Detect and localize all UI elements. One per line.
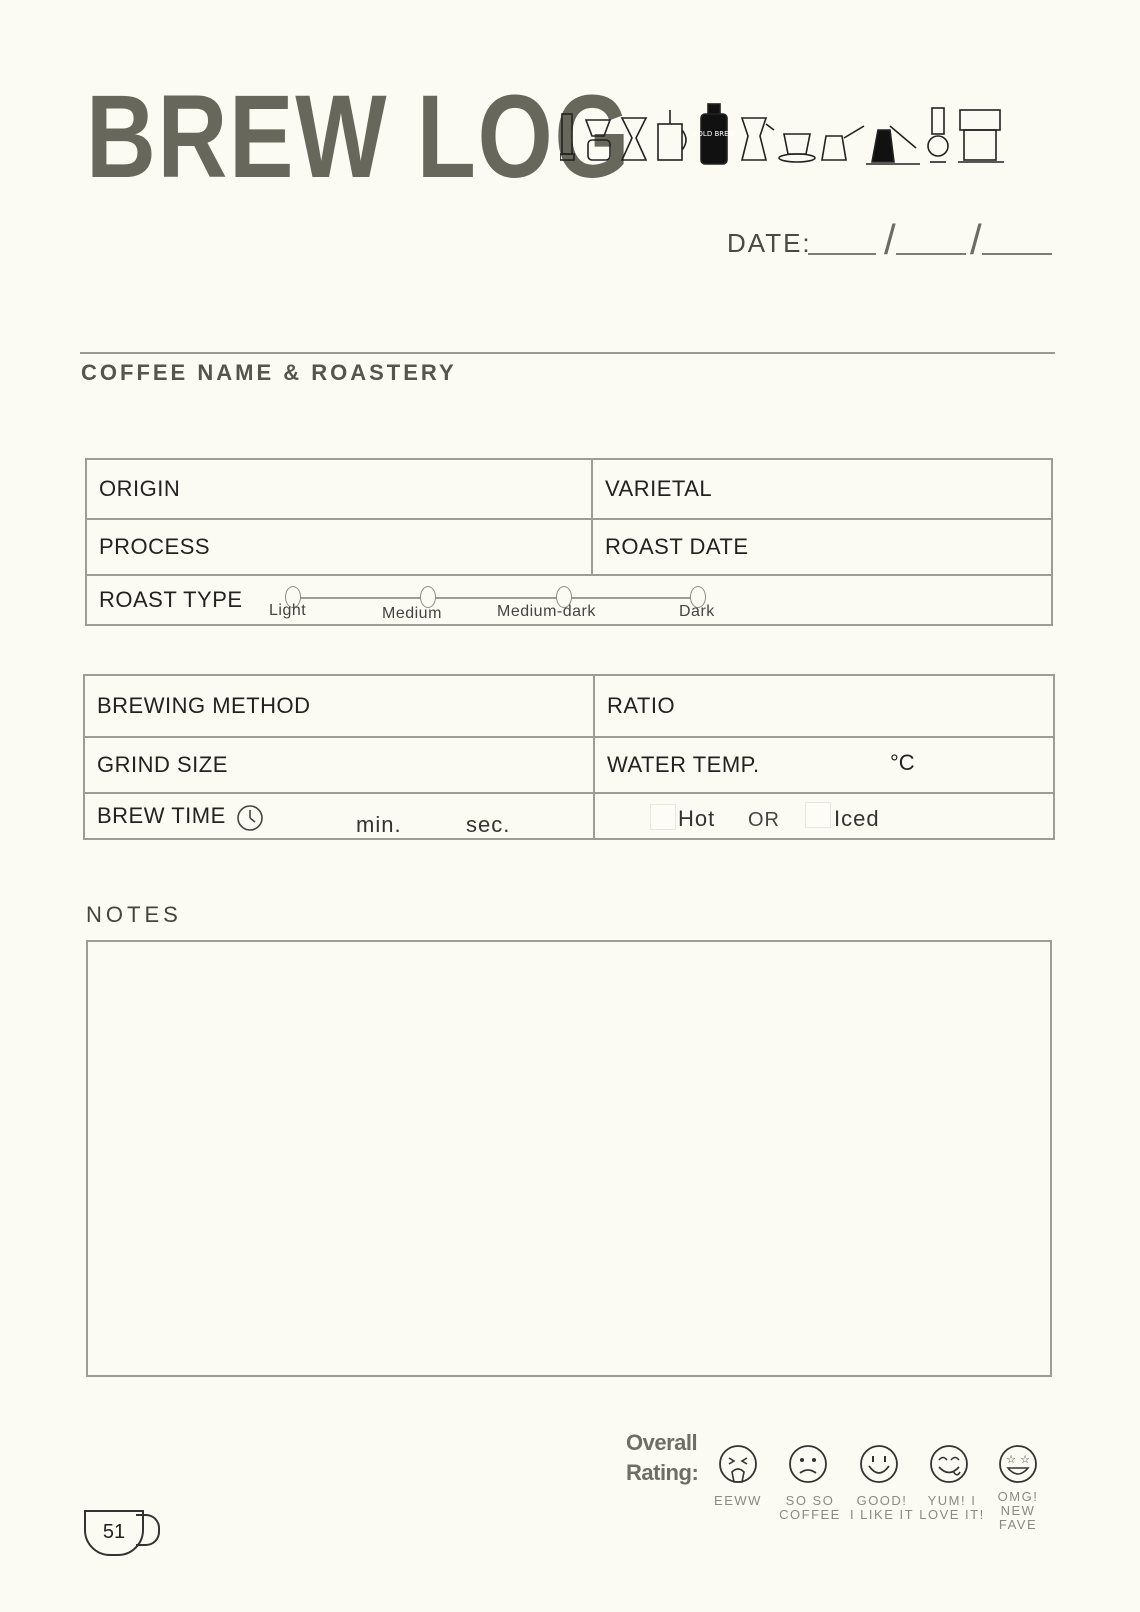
hot-label: Hot	[678, 806, 716, 831]
rating-label-line: OMG!	[997, 1489, 1039, 1504]
rating-label-line: SO SO	[785, 1493, 835, 1508]
smile-face-icon[interactable]	[857, 1442, 901, 1486]
rating-label-line: I LIKE IT	[849, 1507, 915, 1522]
grind-size-field[interactable]	[84, 737, 594, 793]
minutes-label: min.	[356, 812, 402, 837]
roast-scale-track	[296, 597, 696, 599]
roast-date-field[interactable]	[592, 519, 1052, 575]
brewing-method-label: BREWING METHOD	[97, 693, 311, 718]
roast-level-label: Medium	[382, 605, 442, 622]
varietal-label: VARIETAL	[605, 476, 713, 501]
iced-checkbox[interactable]	[805, 802, 831, 828]
overall-rating-line2: Rating:	[626, 1460, 699, 1485]
roast-date-label: ROAST DATE	[605, 534, 749, 559]
origin-label: ORIGIN	[99, 476, 181, 501]
rating-label-line: COFFEE	[779, 1507, 841, 1522]
frown-face-icon[interactable]	[786, 1442, 830, 1486]
disgusted-face-icon[interactable]	[716, 1442, 760, 1486]
date-day-line[interactable]	[808, 253, 876, 255]
cezve-icon	[822, 126, 864, 160]
brew-time-field[interactable]	[84, 793, 594, 839]
notes-label: NOTES	[86, 902, 182, 927]
espresso-machine-icon	[958, 110, 1004, 162]
cup-handle-icon	[136, 1514, 160, 1546]
varietal-field[interactable]	[592, 459, 1052, 519]
date-separator: /	[970, 216, 982, 263]
grind-size-label: GRIND SIZE	[97, 752, 228, 777]
svg-text:☆: ☆	[1006, 1453, 1016, 1466]
rating-label-line: NEW	[1000, 1503, 1036, 1518]
date-label: DATE:	[727, 228, 812, 258]
temp-unit: °C	[890, 750, 915, 775]
page-title: BREW LOG	[86, 71, 632, 203]
roast-level-label: Medium-dark	[497, 603, 596, 620]
hot-checkbox[interactable]	[650, 804, 676, 830]
french-press-icon	[658, 110, 686, 160]
star-eyes-face-icon[interactable]	[996, 1442, 1040, 1486]
overall-rating-label	[626, 1428, 698, 1488]
process-label: PROCESS	[99, 534, 211, 559]
ratio-label: RATIO	[607, 693, 676, 718]
aeropress-icon	[560, 114, 574, 160]
coffee-name-label: COFFEE NAME & ROASTERY	[81, 360, 457, 385]
rating-label	[776, 1494, 844, 1522]
cup-saucer-icon	[779, 134, 815, 162]
roast-level-label: Light	[269, 602, 307, 619]
water-temp-field[interactable]	[594, 737, 1054, 793]
roast-level-label: Dark	[679, 603, 715, 620]
rating-label	[986, 1490, 1050, 1532]
chemex-icon	[622, 118, 646, 160]
pour-over-icon	[586, 120, 610, 160]
date-separator: /	[884, 216, 896, 263]
or-label: OR	[748, 809, 780, 831]
date-month-line[interactable]	[896, 253, 966, 255]
notes-area[interactable]	[86, 940, 1052, 1377]
brewing-method-field[interactable]	[84, 675, 594, 737]
siphon-icon	[928, 108, 948, 162]
water-temp-label: WATER TEMP.	[607, 752, 760, 777]
cold-brew-bottle-icon	[693, 104, 736, 164]
process-field[interactable]	[86, 519, 592, 575]
cold-brew-text: COLD BREW	[692, 130, 736, 138]
brew-time-label: BREW TIME	[97, 803, 226, 828]
rating-label	[916, 1494, 988, 1522]
rating-label-line: FAVE	[998, 1517, 1038, 1532]
yum-face-icon[interactable]	[927, 1442, 971, 1486]
date-year-line[interactable]	[982, 253, 1052, 255]
brew-equipment-icons	[560, 100, 1030, 172]
overall-rating-line1: Overall	[626, 1430, 698, 1455]
moka-pot-icon	[742, 118, 774, 160]
svg-text:☆: ☆	[1020, 1453, 1030, 1466]
page-number: 51	[84, 1510, 144, 1556]
roast-type-label: ROAST TYPE	[99, 587, 243, 612]
espresso-lever-icon	[866, 126, 920, 164]
rating-label-line: EEWW	[714, 1493, 762, 1508]
rating-label	[846, 1494, 918, 1522]
rating-label-line: LOVE IT!	[919, 1507, 985, 1522]
seconds-label: sec.	[466, 812, 511, 837]
rating-label-line: GOOD!	[856, 1493, 908, 1508]
rating-label-line: YUM! I	[927, 1493, 977, 1508]
ratio-field[interactable]	[594, 675, 1054, 737]
origin-field[interactable]	[86, 459, 592, 519]
rating-label	[706, 1494, 770, 1508]
coffee-name-line[interactable]	[80, 352, 1055, 354]
iced-label: Iced	[834, 806, 880, 831]
clock-icon	[236, 804, 264, 832]
